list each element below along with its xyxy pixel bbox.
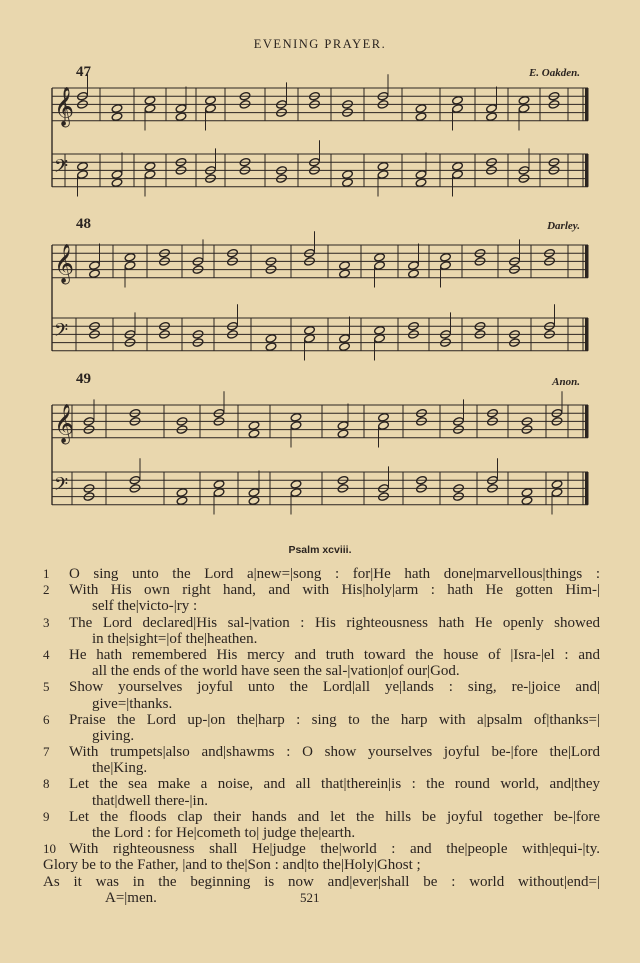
- verse-line: [92, 598, 600, 614]
- note-head: [205, 95, 217, 105]
- note-head: [342, 170, 354, 180]
- chant-composer: E. Oakden.: [528, 67, 580, 79]
- verse-line: [92, 728, 600, 744]
- verse-line: [45, 647, 600, 663]
- note-head: [290, 421, 302, 431]
- final-bar-line: [585, 154, 589, 187]
- psalm-title: Psalm xcviii.: [288, 544, 352, 556]
- final-bar-line: [585, 472, 589, 505]
- note-head: [440, 252, 452, 262]
- chant-composer: Darley.: [547, 220, 580, 232]
- verse-number: 6: [43, 711, 50, 727]
- verse-number: 5: [43, 679, 50, 695]
- verse-line: [45, 809, 600, 825]
- verse-number: 9: [43, 808, 50, 824]
- note-head: [290, 412, 302, 422]
- verse-number: 1: [43, 566, 50, 581]
- bass-clef: 𝄢: [54, 156, 69, 182]
- note-head: [518, 95, 530, 105]
- note-head: [377, 170, 389, 180]
- note-head: [521, 488, 533, 498]
- note-head: [452, 161, 464, 171]
- psalm-text: [45, 566, 600, 906]
- verse-line: [45, 679, 600, 695]
- verse-text: Show yourselves joyful unto the Lord|all ye|lands : sing, re-|joice and|: [69, 679, 600, 696]
- verse-line: [92, 631, 600, 647]
- note-head: [521, 496, 533, 506]
- final-bar-line: [585, 318, 589, 351]
- verse-text: self the|victo-|ry :: [92, 598, 198, 615]
- verse-number: 2: [43, 582, 50, 598]
- note-head: [415, 178, 427, 188]
- note-head: [304, 325, 316, 335]
- verse-line: [92, 825, 600, 841]
- note-head: [342, 178, 354, 188]
- verse-text: the Lord : for He|cometh to| judge the|earth.: [92, 825, 356, 841]
- verse-text: Let the sea make a noise, and all that|therein|is : the round world, and|they: [69, 776, 600, 793]
- verse-line: [92, 663, 600, 679]
- note-head: [89, 269, 101, 279]
- verse-line: [92, 696, 600, 712]
- note-head: [111, 112, 123, 122]
- note-head: [77, 161, 89, 171]
- note-head: [337, 429, 349, 439]
- note-head: [248, 421, 260, 431]
- note-head: [144, 104, 156, 114]
- note-head: [440, 261, 452, 271]
- bass-clef: 𝄢: [54, 474, 69, 500]
- note-head: [415, 104, 427, 114]
- note-head: [111, 170, 123, 180]
- note-head: [337, 421, 349, 431]
- final-bar-line: [585, 245, 589, 278]
- note-head: [518, 104, 530, 114]
- note-head: [339, 342, 351, 352]
- verse-number: 4: [43, 646, 50, 662]
- note-head: [339, 334, 351, 344]
- note-head: [265, 334, 277, 344]
- note-head: [176, 488, 188, 498]
- verse-text: all the ends of the world have seen the sal-|vation|of our|God.: [92, 663, 460, 680]
- note-head: [124, 252, 136, 262]
- gloria-line: [43, 857, 600, 873]
- note-head: [77, 170, 89, 180]
- note-head: [304, 334, 316, 344]
- note-head: [213, 479, 225, 489]
- note-head: [111, 104, 123, 114]
- note-head: [248, 429, 260, 439]
- note-head: [248, 496, 260, 506]
- chant-number: 49: [76, 371, 91, 387]
- note-head: [452, 170, 464, 180]
- verse-number: 10: [43, 841, 56, 857]
- verse-text: Let the floods clap their hands and let the hills be joyful together be-|fore: [69, 808, 600, 825]
- note-head: [377, 161, 389, 171]
- gloria-line: [105, 890, 600, 906]
- note-head: [89, 261, 101, 271]
- verse-text: giving.: [92, 727, 135, 744]
- chant-number: 47: [76, 64, 91, 80]
- note-head: [205, 104, 217, 114]
- note-head: [551, 479, 563, 489]
- note-head: [175, 112, 187, 122]
- verse-number: 7: [43, 744, 50, 760]
- verse-number: 8: [43, 776, 50, 792]
- note-head: [339, 269, 351, 279]
- note-head: [175, 104, 187, 114]
- note-head: [486, 104, 498, 114]
- verse-line: [45, 776, 600, 792]
- verse-line: [92, 793, 600, 809]
- chant-composer: Anon.: [552, 376, 580, 388]
- note-head: [248, 488, 260, 498]
- note-head: [378, 421, 390, 431]
- verse-text: the|King.: [92, 760, 148, 777]
- note-head: [144, 161, 156, 171]
- note-head: [176, 496, 188, 506]
- note-head: [213, 488, 225, 498]
- note-head: [378, 412, 390, 422]
- final-bar-line: [585, 88, 589, 121]
- note-head: [415, 112, 427, 122]
- gloria-text: A=|men.: [105, 889, 157, 906]
- note-head: [339, 261, 351, 271]
- note-head: [265, 342, 277, 352]
- note-head: [124, 261, 136, 271]
- note-head: [452, 95, 464, 105]
- treble-clef: 𝄞: [54, 243, 75, 284]
- note-head: [144, 95, 156, 105]
- note-head: [144, 170, 156, 180]
- note-head: [374, 325, 386, 335]
- verse-line: [45, 841, 600, 857]
- verse-line: [45, 744, 600, 760]
- treble-clef: 𝄞: [54, 403, 75, 444]
- verse-text: in the|sight=|of the|heathen.: [92, 630, 258, 647]
- verse-line: [45, 566, 600, 582]
- verse-text: give=|thanks.: [92, 695, 173, 712]
- note-head: [408, 261, 420, 271]
- note-head: [452, 104, 464, 114]
- running-header: EVENING PRAYER.: [253, 37, 387, 51]
- verse-line: [45, 712, 600, 728]
- verse-line: [45, 615, 600, 631]
- bass-clef: 𝄢: [54, 320, 69, 346]
- verse-line: [45, 582, 600, 598]
- note-head: [374, 252, 386, 262]
- verse-line: [92, 760, 600, 776]
- gloria-text: As it was in the beginning is now and|ever|shall be : world without|end=|: [43, 873, 600, 890]
- treble-clef: 𝄞: [54, 86, 75, 127]
- verse-text: With righteousness shall He|judge the|world : and the|people with|equi-|ty.: [69, 841, 600, 858]
- gloria-line: [43, 874, 600, 890]
- note-head: [374, 261, 386, 271]
- note-head: [415, 170, 427, 180]
- gloria-text: Glory be to the Father, |and to the|Son : and|to the|Holy|Ghost ;: [43, 857, 421, 874]
- note-head: [486, 112, 498, 122]
- chant-number: 48: [76, 216, 91, 232]
- note-head: [290, 488, 302, 498]
- note-head: [408, 269, 420, 279]
- verse-text: With His own right hand, and with His|holy|arm : hath He gotten Him-|: [69, 582, 600, 599]
- final-bar-line: [585, 405, 589, 438]
- verse-text: He hath remembered His mercy and truth toward the house of |Isra-|el : and: [69, 646, 600, 663]
- verse-text: Praise the Lord up-|on the|harp : sing to the harp with a|psalm of|thanks=|: [69, 711, 600, 728]
- note-head: [374, 334, 386, 344]
- note-head: [111, 178, 123, 188]
- note-head: [551, 488, 563, 498]
- verse-text: With trumpets|also and|shawms : O show yourselves joyful be-|fore the|Lord: [69, 744, 600, 761]
- verse-number: 3: [43, 614, 50, 630]
- note-head: [290, 479, 302, 489]
- verse-text: that|dwell there-|in.: [92, 792, 208, 809]
- page-number: 521: [300, 890, 320, 905]
- verse-text: O sing unto the Lord a|new=|song : for|He hath done|marvellous|things :: [69, 566, 600, 582]
- verse-text: The Lord declared|His sal-|vation : His righteousness hath He openly showed: [69, 614, 600, 631]
